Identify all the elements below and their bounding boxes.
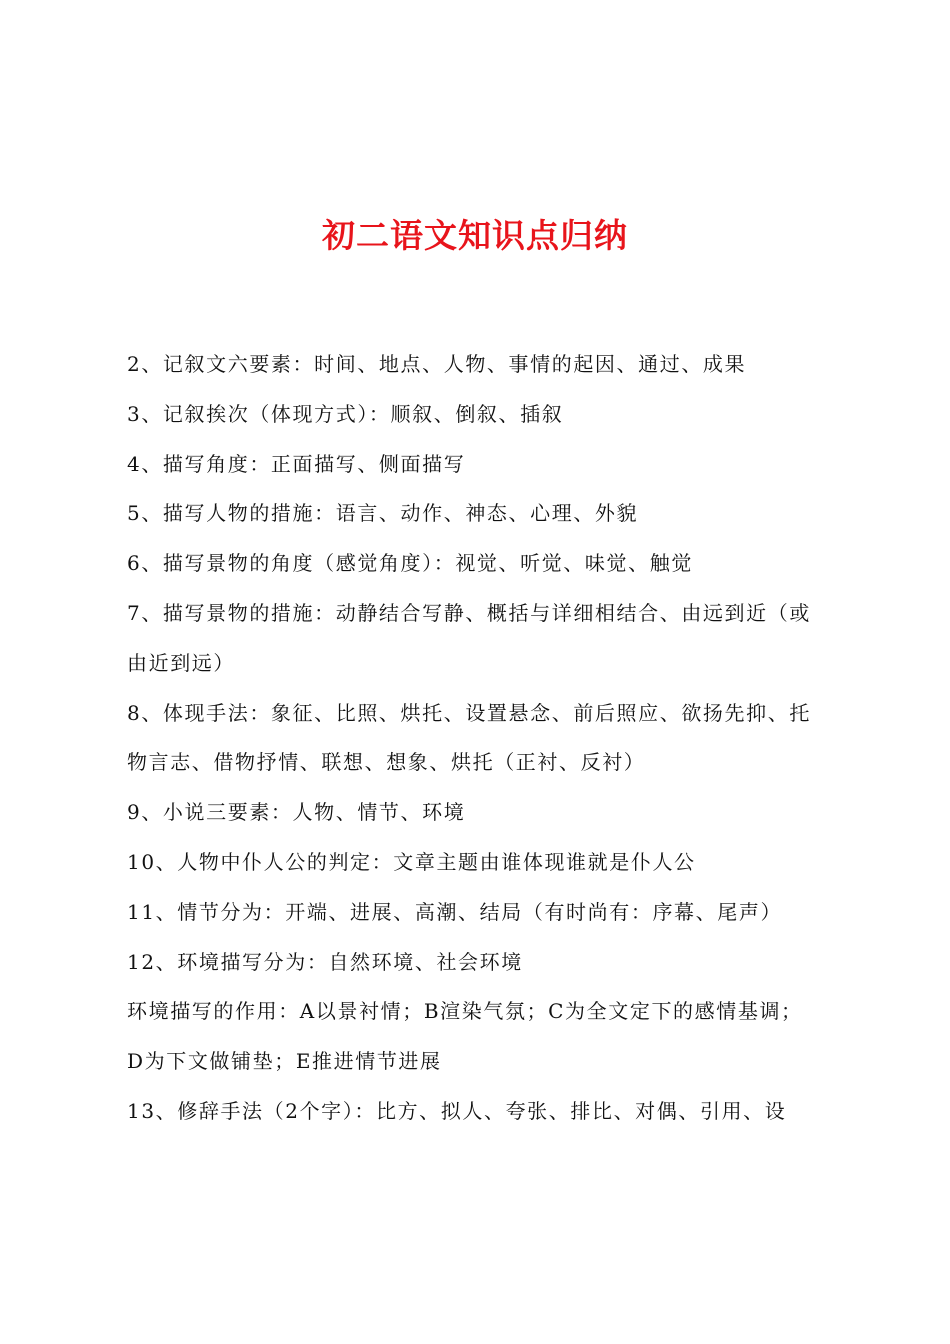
text-line: D为下文做铺垫；E推进情节进展 <box>127 1049 442 1074</box>
text-line: 4、描写角度：正面描写、侧面描写 <box>127 451 466 476</box>
text-line: 8、体现手法：象征、比照、烘托、设置悬念、前后照应、欲扬先抑、托 <box>127 700 811 725</box>
text-line: 12、环境描写分为：自然环境、社会环境 <box>127 949 523 974</box>
document-body <box>127 340 832 1137</box>
text-line: 11、情节分为：开端、进展、高潮、结局（有时尚有：序幕、尾声） <box>127 899 783 924</box>
text-line: 由近到远） <box>127 650 235 675</box>
text-line: 10、人物中仆人公的判定：文章主题由谁体现谁就是仆人公 <box>127 849 696 874</box>
document-title: 初二语文知识点归纳 <box>322 216 628 255</box>
text-line: 13、修辞手法（2个字）：比方、拟人、夸张、排比、对偶、引用、设 <box>127 1098 787 1123</box>
text-line: 环境描写的作用：A以景衬情；B渲染气氛；C为全文定下的感情基调； <box>127 999 803 1024</box>
text-line: 物言志、借物抒情、联想、想象、烘托（正衬、反衬） <box>127 750 646 775</box>
text-line: 9、小说三要素：人物、情节、环境 <box>127 800 466 825</box>
text-line: 2、记叙文六要素：时间、地点、人物、事情的起因、通过、成果 <box>127 352 747 376</box>
text-line: 5、描写人物的措施：语言、动作、神态、心理、外貌 <box>127 501 639 526</box>
text-line: 3、记叙挨次（体现方式）：顺叙、倒叙、插叙 <box>127 401 564 426</box>
text-line: 7、描写景物的措施：动静结合写静、概括与详细相结合、由远到近（或 <box>127 600 811 625</box>
text-line: 6、描写景物的角度（感觉角度）：视觉、听觉、味觉、触觉 <box>127 551 693 576</box>
